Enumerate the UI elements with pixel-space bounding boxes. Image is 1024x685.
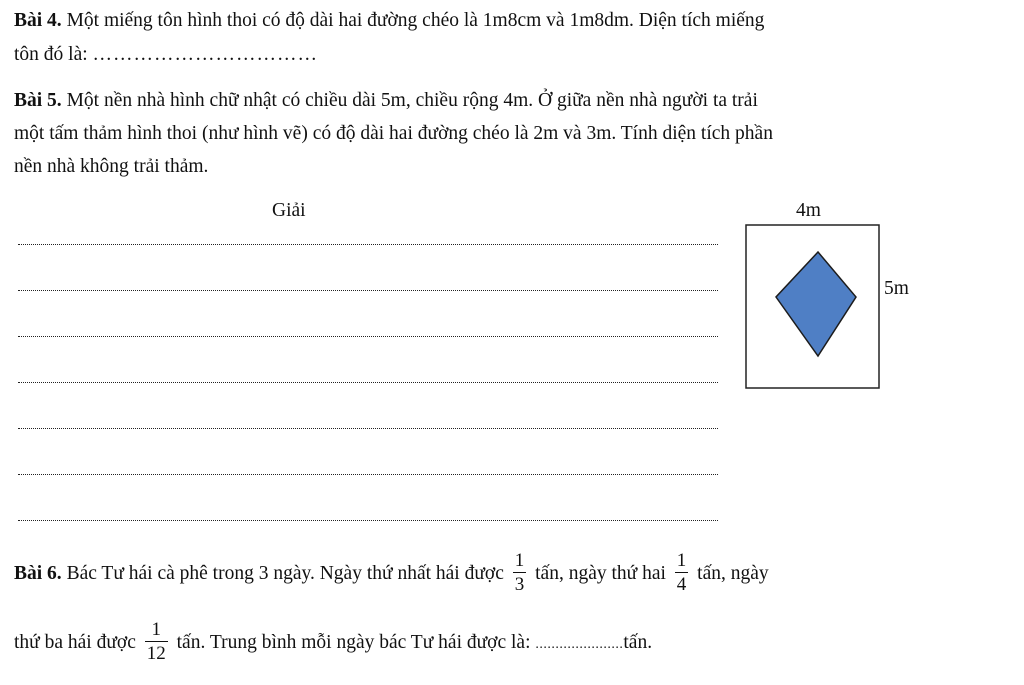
answer-line [18, 428, 718, 429]
bai4-answer-blank: …………………………… [92, 44, 319, 65]
fraction-numerator: 1 [676, 550, 687, 571]
answer-line [18, 474, 718, 475]
bai5-text-3: nền nhà không trải thảm. [14, 156, 209, 177]
bai6-text-5: tấn. Trung bình mỗi ngày bác Tư hái được là: [176, 631, 531, 653]
fraction-one-quarter [675, 551, 689, 594]
bai4-text-1: Một miếng tôn hình thoi có độ dài hai đường chéo là 1m8cm và 1m8dm. Diện tích miếng [66, 10, 765, 31]
fraction-denominator: 4 [676, 574, 687, 595]
fraction-numerator: 1 [514, 550, 525, 571]
bai4-line1 [14, 10, 764, 32]
bai6-line1 [14, 550, 769, 596]
bai4-label: Bài 4. [14, 10, 62, 31]
solution-label: Giải [272, 200, 306, 221]
answer-line [18, 520, 718, 521]
fraction-denominator: 3 [514, 574, 525, 595]
bai6-label: Bài 6. [14, 562, 62, 584]
bai6-text-6: tấn. [623, 631, 653, 653]
bai4-line2 [14, 44, 318, 66]
bai5-text-2: một tấm thảm hình thoi (như hình vẽ) có độ dài hai đường chéo là 2m và 3m. Tính diện tích phần [14, 123, 773, 144]
fraction-one-twelfth [145, 620, 168, 663]
bai4-text-2: tôn đó là: [14, 44, 88, 65]
figure-width-label: 4m [796, 200, 821, 221]
answer-line [18, 290, 718, 291]
fraction-numerator: 1 [145, 620, 168, 642]
bai5-line1 [14, 90, 758, 112]
figure-length-label: 5m [884, 278, 909, 299]
bai6-answer-blank: ...................... [535, 636, 624, 652]
bai5-text-1: Một nền nhà hình chữ nhật có chiều dài 5m, chiều rộng 4m. Ở giữa nền nhà người ta trải [66, 90, 758, 111]
floor-rectangle-figure [745, 224, 881, 390]
answer-line [18, 382, 718, 383]
fraction-denominator: 12 [146, 643, 166, 664]
fraction-one-third [513, 551, 527, 594]
bai6-line2 [14, 619, 653, 665]
bai6-text-2: tấn, ngày thứ hai [535, 562, 666, 584]
bai6-text-4: thứ ba hái được [14, 631, 136, 653]
answer-line [18, 336, 718, 337]
bai6-text-1: Bác Tư hái cà phê trong 3 ngày. Ngày thứ nhất hái được [66, 562, 504, 584]
bai5-label: Bài 5. [14, 90, 62, 111]
bai6-text-3: tấn, ngày [697, 562, 769, 584]
answer-line [18, 244, 718, 245]
